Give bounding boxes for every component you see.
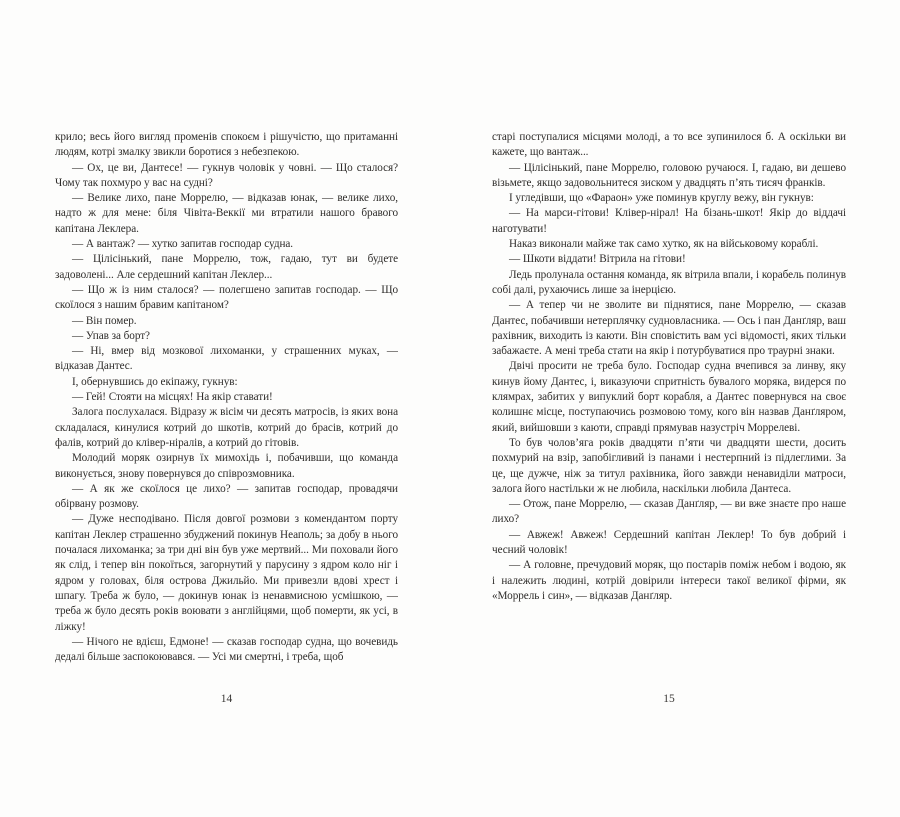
paragraph: Залога послухалася. Відразу ж вісім чи десять матросів, із яких вона складалася, кинулися котрий до шкотів, котрий до брасів, котрий до фалів, котрий до клівер-ніралів, а котрий до гітовів. (55, 406, 398, 449)
paragraph: — А тепер чи не зволите ви піднятися, пане Моррелю, — сказав Дантес, побачивши нетерплячку судновласника. — Ось і пан Данґляр, ваш рахівник, виходить із каюти. Він сповістить вам усі відомості, яких тільки забажаєте. А мені треба стати на якір і потурбуватися про траурні знаки. (492, 299, 846, 358)
page-14-text-column (55, 130, 398, 665)
paragraph: Двічі просити не треба було. Господар судна вчепився за линву, яку кинув йому Дантес, і, виказуючи спритність бувалого моряка, видерся по клямрах, забитих у випуклий борт корабля, а Дантес повернувся на своє колишнє місце, поступаючись розмовою тому, кого він назвав Данґляром, який, вийшовши з каюти, справді прямував назустріч Моррелеві. (492, 360, 846, 434)
paragraph: — Ох, це ви, Дантесе! — гукнув чоловік у човні. — Що сталося? Чому так похмуро у вас на судні? (55, 161, 398, 189)
paragraph-list (492, 161, 846, 605)
page-number-14: 14 (220, 693, 233, 705)
paragraph: — Нічого не вдієш, Едмоне! — сказав господар судна, що вочевидь дедалі більше заспокоювався. — Усі ми смертні, і треба, щоб (55, 635, 398, 664)
paragraph: — Він помер. (72, 314, 137, 327)
paragraph: — Гей! Стояти на місцях! На якір ставати! (72, 391, 273, 404)
paragraph-list (55, 161, 398, 666)
paragraph: Молодий моряк озирнув їх мимохідь і, побачивши, що команда виконується, знову повернувся до співрозмовника. (55, 452, 398, 480)
paragraph: — Отож, пане Моррелю, — сказав Данґляр, — ви вже знаєте про наше лихо? (492, 498, 846, 526)
paragraph: — А головне, пречудовий моряк, що постарів поміж небом і водою, як і належить людині, котрій довірили інтереси такої великої фірми, як «Моррель і син», — відказав Данґляр. (492, 559, 846, 602)
paragraph: — Упав за борт? (72, 329, 150, 342)
page-14 (55, 130, 398, 750)
paragraph: — Шкоти віддати! Вітрила на гітови! (509, 253, 686, 266)
paragraph: — Велике лихо, пане Моррелю, — відказав юнак, — велике лихо, надто ж для мене: біля Чівіта-Веккії ми втратили нашого бравого капітана Леклера. (55, 192, 398, 235)
page-15-text-column (492, 130, 846, 604)
paragraph: — А вантаж? — хутко запитав господар судна. (72, 238, 294, 251)
paragraph: Ледь пролунала остання команда, як вітрила впали, і корабель полинув собі далі, рухаючись лише за інерцією. (492, 268, 846, 296)
paragraph: І, обернувшись до екіпажу, гукнув: (72, 375, 238, 388)
page-number-15: 15 (663, 693, 675, 705)
page-15 (492, 130, 846, 750)
paragraph: — Що ж із ним сталося? — полегшено запитав господар. — Що скоїлося з нашим бравим капітаном? (55, 283, 398, 312)
paragraph: — Цілісінький, пане Моррелю, тож, гадаю, тут ви будете задоволені... Але сердешний капітан Леклер... (55, 253, 398, 281)
paragraph: То був чолов’яга років двадцяти п’яти чи двадцяти шести, досить похмурий на взір, запобігливий із панами і нестерпний із підлеглими. За це, ще дужче, ніж за титул рахівника, його завжди ненавиділи матроси, залога його настільки ж не любила, наскільки любила Дантеса. (492, 436, 846, 495)
paragraph: — Авжеж! Авжеж! Сердешний капітан Леклер! То був добрий і чесний чоловік! (492, 528, 846, 557)
continuation-paragraph: крило; весь його вигляд променів спокоєм і рішучістю, що притаманні людям, котрі змалку звикли боротися з небезпекою. (55, 131, 398, 159)
paragraph: Наказ виконали майже так само хутко, як на військовому кораблі. (509, 238, 819, 251)
paragraph: — А як же скоїлося це лихо? — запитав господар, провадячи обірвану розмову. (55, 482, 398, 511)
paragraph: — На марси-гітови! Клівер-нірал! На бізань-шкот! Якір до віддачі наготувати! (492, 207, 846, 235)
paragraph: — Цілісінький, пане Моррелю, головою ручаюся. І, гадаю, ви дешево візьмете, якщо задовольнитеся зиском у двадцять п’ять тисяч франків. (492, 161, 846, 189)
paragraph: — Дуже несподівано. Після довгої розмови з комендантом порту капітан Леклер страшенно збуджений покинув Неаполь; за добу в нього почалася лихоманка; за три дні він був уже мертвий... Ми поховали його як слід, і тепер він покоїться, загорнутий у парусину з ядром коло ніг і ядром у головах, біля острова Джильйо. Ми привезли вдові хрест і шпагу. Треба ж було, — докинув юнак із ненавмисною усмішкою, — треба ж було десять років воювати з англійцями, щоб померти, як усі, в ліжку! (55, 513, 398, 633)
paragraph: І угледівши, що «Фараон» уже поминув круглу вежу, він гукнув: (509, 192, 814, 205)
paragraph: — Ні, вмер від мозкової лихоманки, у страшенних муках, — відказав Дантес. (55, 345, 398, 373)
continuation-paragraph: старі поступалися місцями молоді, а то все зупинилося б. А оскільки ви кажете, що вантаж... (492, 131, 846, 159)
